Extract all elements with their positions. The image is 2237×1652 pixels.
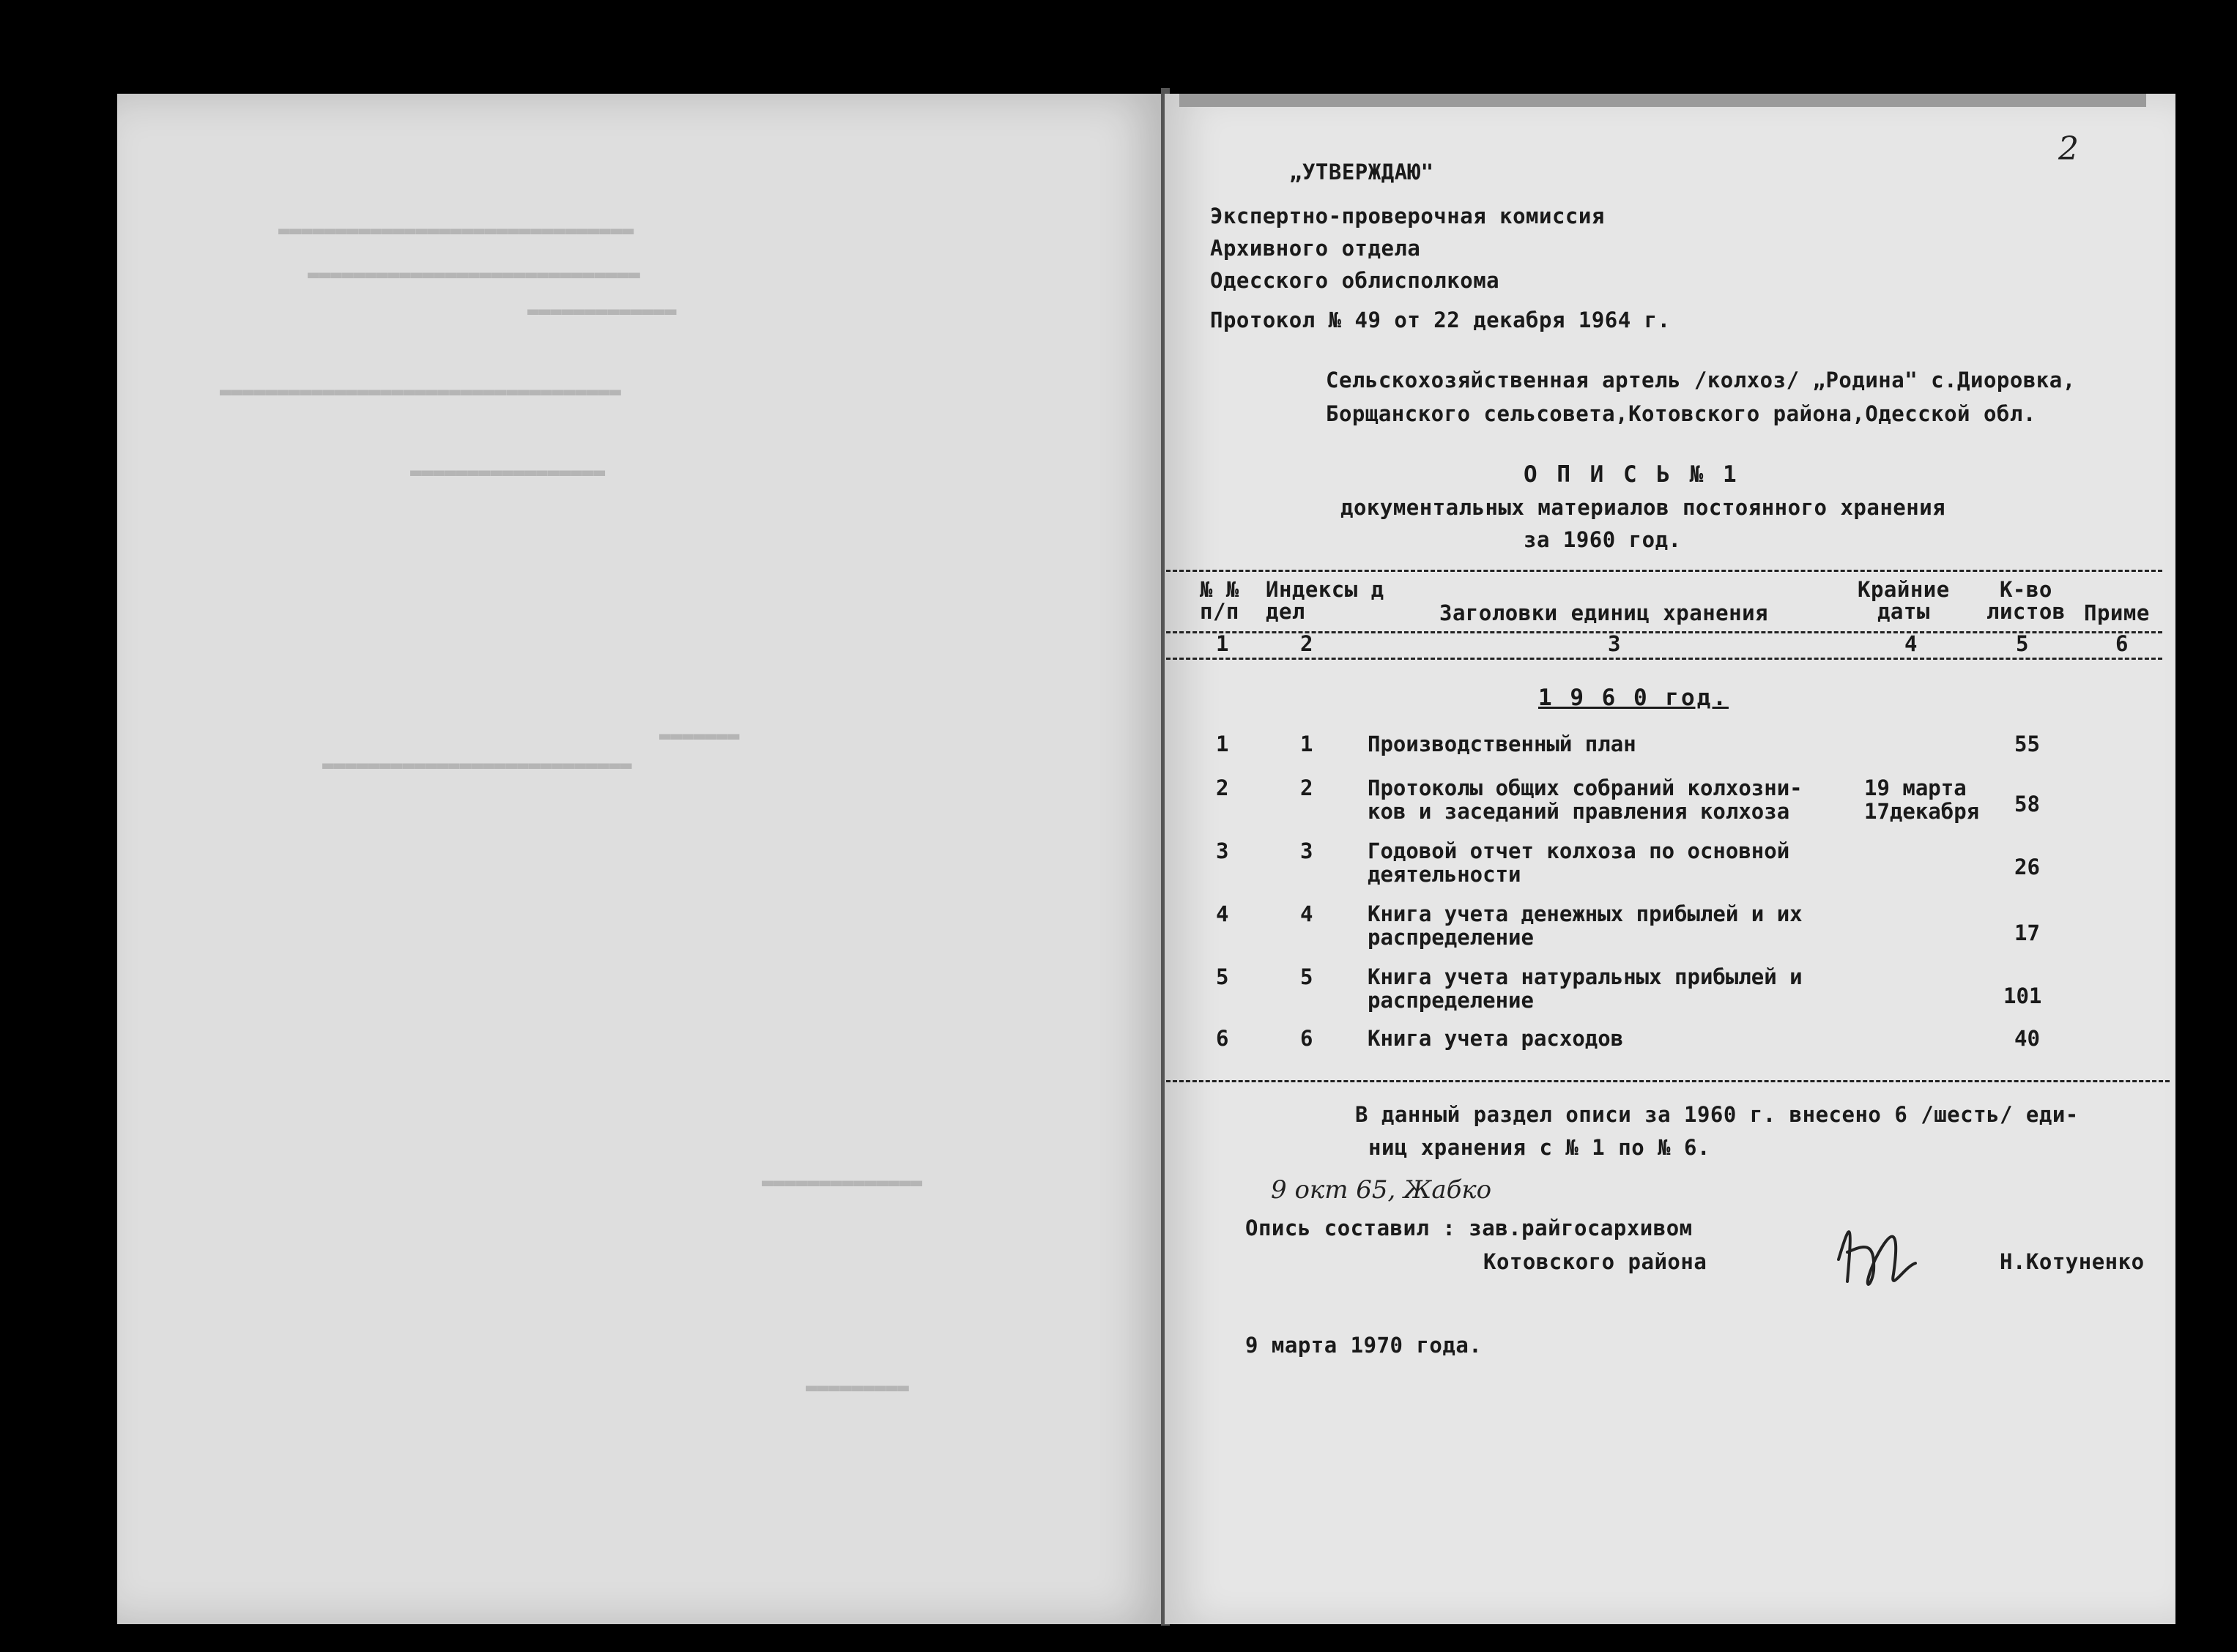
row-index: 6 — [1300, 1026, 1313, 1051]
page-edge — [1179, 94, 2146, 107]
row-index: 2 — [1300, 775, 1313, 800]
approval-line: Архивного отдела — [1210, 236, 1421, 261]
row-index: 1 — [1300, 732, 1313, 756]
row-sheets: 101 — [2003, 983, 2042, 1008]
organization-line: Борщанского сельсовета,Котовского района,Одесской обл. — [1326, 401, 2036, 426]
show-through-text: ▬▬▬▬▬▬▬▬▬▬▬▬▬▬▬▬▬▬▬▬▬▬▬▬▬▬▬▬▬▬▬ — [278, 220, 634, 242]
row-title: Книга учета денежных прибылей и их распределение — [1368, 901, 1803, 950]
row-dates: 19 марта 17декабря — [1864, 775, 1980, 824]
row-sheets: 26 — [2014, 855, 2040, 879]
compiler-name: Н.Котуненко — [2000, 1249, 2145, 1274]
row-num: 1 — [1216, 732, 1229, 756]
column-number: 1 — [1216, 631, 1229, 656]
column-number: 4 — [1904, 631, 1918, 656]
inventory-title: О П И С Ь № 1 — [1524, 461, 1740, 488]
page-number: 2 — [2058, 130, 2079, 168]
protocol-line: Протокол № 49 от 22 декабря 1964 г. — [1210, 308, 1671, 332]
show-through-text: ▬▬▬▬▬▬▬▬▬▬▬▬▬▬▬▬▬▬▬▬▬▬▬▬▬▬▬▬▬ — [308, 264, 640, 286]
show-through-text: ▬▬▬▬▬▬▬▬▬▬▬▬▬▬▬▬▬ — [410, 461, 606, 483]
row-title: Годовой отчет колхоза по основной деятельности — [1368, 838, 1790, 887]
row-sheets: 58 — [2014, 792, 2040, 816]
table-row — [1187, 776, 2161, 835]
compiler-district: Котовского района — [1483, 1249, 1707, 1274]
section-heading: 1 9 6 0 год. — [1538, 685, 1729, 711]
header-title: Заголовки единиц хранения — [1439, 600, 1768, 625]
header-index: Индексы д дел — [1266, 577, 1384, 624]
table-row — [1187, 1027, 2161, 1085]
header-dates: Крайние даты — [1858, 577, 1950, 624]
inventory-subtitle: документальных материалов постоянного хранения — [1340, 495, 1946, 520]
header-rule — [1166, 631, 2162, 633]
table-bottom-rule — [1166, 1080, 2170, 1082]
row-index: 3 — [1300, 838, 1313, 863]
row-num: 4 — [1216, 901, 1229, 926]
compiler-label: Опись составил : зав.райгосархивом — [1245, 1216, 1693, 1240]
document-date: 9 марта 1970 года. — [1245, 1333, 1483, 1358]
organization-line: Сельскохозяйственная артель /колхоз/ „Родина" с.Диоровка, — [1326, 368, 2076, 392]
handwritten-note: 9 окт 65, Жабко — [1271, 1175, 1492, 1205]
table-row — [1187, 965, 2161, 1024]
row-sheets: 17 — [2014, 920, 2040, 945]
signature-icon — [1831, 1201, 1919, 1296]
row-sheets: 40 — [2014, 1026, 2040, 1051]
approval-line: Экспертно-проверочная комиссия — [1210, 204, 1605, 228]
summary-line: В данный раздел описи за 1960 г. внесено 6 /шесть/ еди- — [1355, 1102, 2079, 1127]
inventory-year: за 1960 год. — [1524, 527, 1682, 552]
show-through-text: ▬▬▬▬▬▬▬ — [659, 725, 740, 747]
summary-line: ниц хранения с № 1 по № 6. — [1368, 1135, 1710, 1160]
row-title: Протоколы общих собраний колхозни- ков и заседаний правления колхоза — [1368, 775, 1803, 824]
header-note: Приме — [2084, 600, 2150, 625]
row-num: 6 — [1216, 1026, 1229, 1051]
show-through-text: ▬▬▬▬▬▬▬▬▬▬▬▬▬ — [527, 300, 677, 322]
row-sheets: 55 — [2014, 732, 2040, 756]
approval-stamp: „УТВЕРЖДАЮ" — [1289, 160, 1434, 185]
approval-line: Одесского облисполкома — [1210, 268, 1500, 293]
show-through-text: ▬▬▬▬▬▬▬▬▬▬▬▬▬▬▬▬▬▬▬▬▬▬▬▬▬▬▬▬▬▬▬▬▬▬▬ — [220, 381, 621, 403]
row-title: Книга учета натуральных прибылей и распределение — [1368, 964, 1803, 1013]
row-num: 3 — [1216, 838, 1229, 863]
left-page — [117, 94, 1165, 1624]
column-number: 6 — [2115, 631, 2129, 656]
column-number: 5 — [2016, 631, 2029, 656]
numbers-rule — [1166, 658, 2162, 660]
table-row — [1187, 902, 2161, 961]
show-through-text: ▬▬▬▬▬▬▬▬▬▬▬▬▬▬▬▬▬▬▬▬▬▬▬▬▬▬▬ — [322, 754, 632, 776]
show-through-text: ▬▬▬▬▬▬▬▬▬▬▬▬▬▬ — [762, 1172, 923, 1194]
row-title: Производственный план — [1368, 732, 1636, 756]
column-number: 3 — [1608, 631, 1621, 656]
row-index: 5 — [1300, 964, 1313, 989]
row-index: 4 — [1300, 901, 1313, 926]
row-num: 5 — [1216, 964, 1229, 989]
header-num: № № п/п — [1200, 577, 1239, 624]
column-number: 2 — [1300, 631, 1313, 656]
header-sheets: К-во листов — [1986, 577, 2066, 624]
row-num: 2 — [1216, 775, 1229, 800]
table-top-rule — [1166, 570, 2162, 572]
row-title: Книга учета расходов — [1368, 1026, 1624, 1051]
table-row — [1187, 839, 2161, 898]
show-through-text: ▬▬▬▬▬▬▬▬▬ — [806, 1377, 909, 1399]
